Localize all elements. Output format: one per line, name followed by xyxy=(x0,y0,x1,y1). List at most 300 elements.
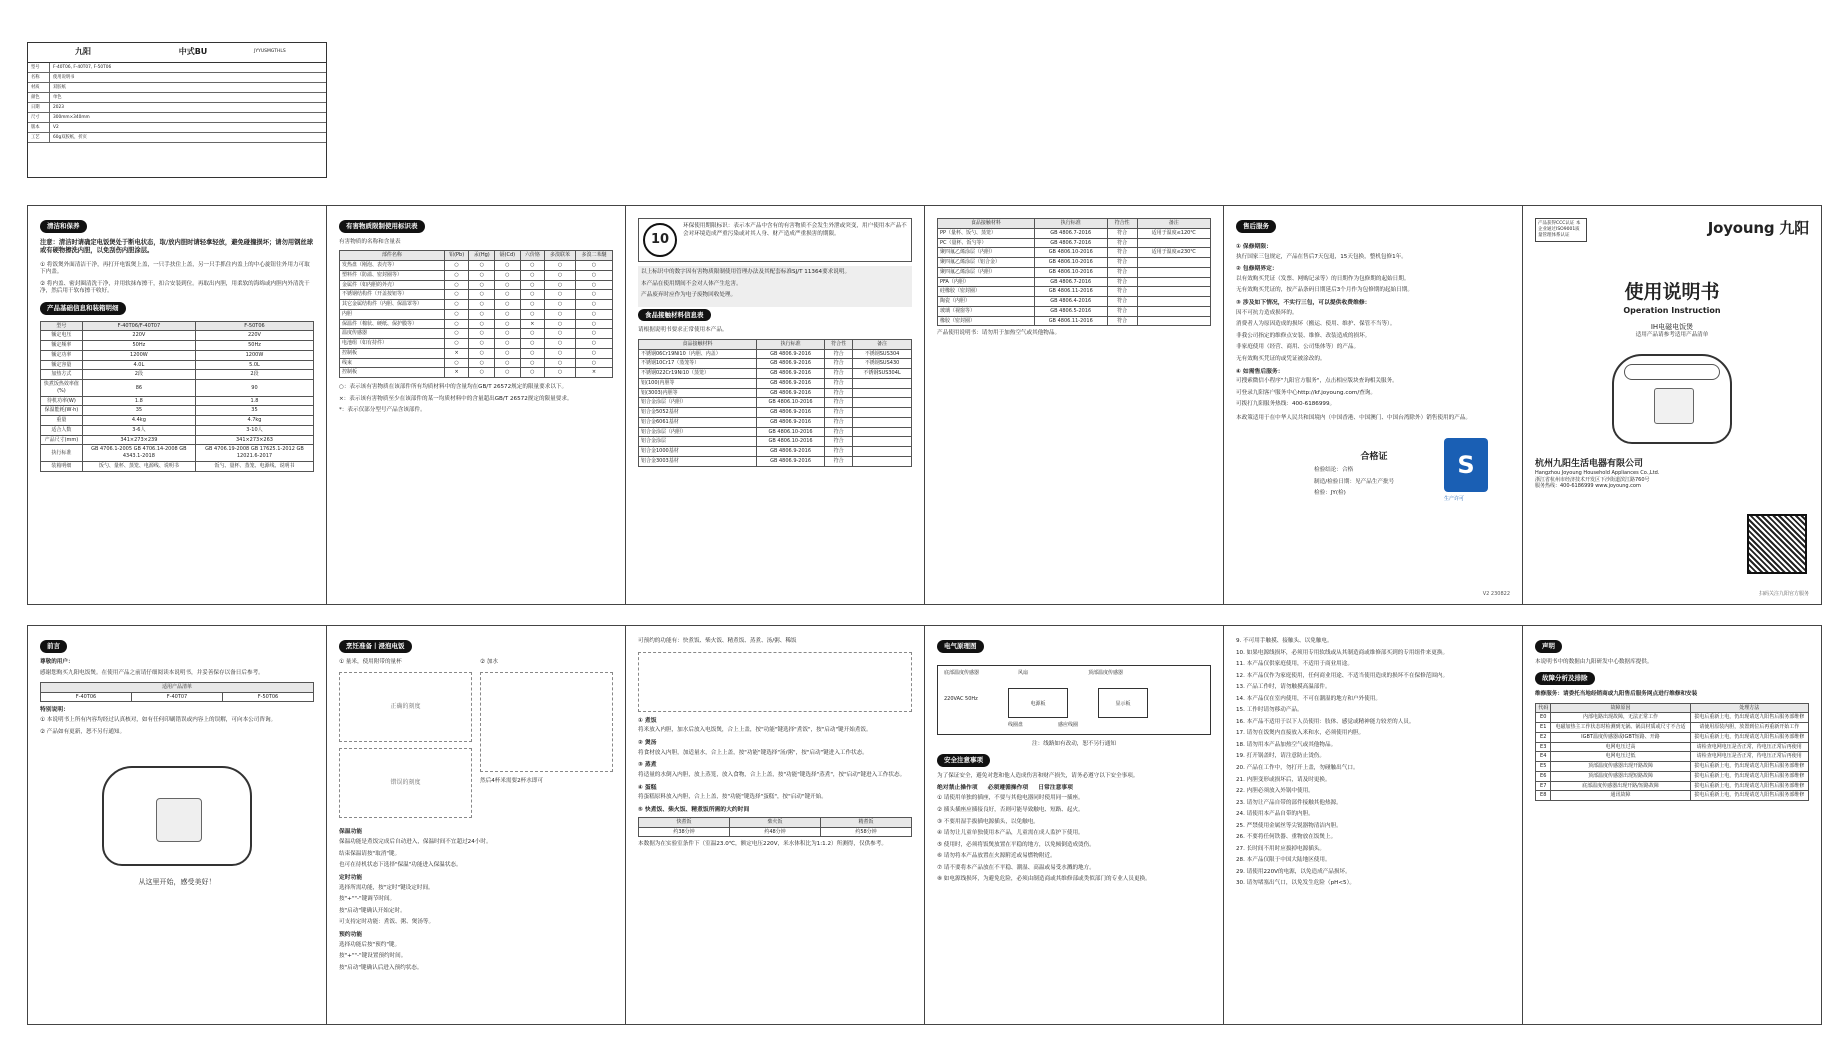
function-title: ② 煲汤 xyxy=(638,739,657,746)
table-cell: ○ xyxy=(575,270,612,280)
panel-cover xyxy=(1523,206,1821,604)
spec-key: 版本 xyxy=(28,123,50,132)
safety-item: ③ 不要用湿手拔插电源插头，以免触电。 xyxy=(937,818,1039,825)
table-row xyxy=(41,445,314,462)
panel-cooking-prep xyxy=(327,626,626,1024)
table-cell: PC（量杯、饭勺等） xyxy=(938,238,1035,248)
warn-prohibit-label: 绝对禁止操作项 xyxy=(937,784,978,791)
panel-food-contact-2 xyxy=(925,206,1224,604)
service-item: 非家庭使用（经营、商用、公司集体等）的产品。 xyxy=(1236,344,1360,351)
table-cell: ○ xyxy=(545,270,576,280)
table-cell: ○ xyxy=(575,319,612,329)
table-cell: 顶部温度传感器出现开路故障 xyxy=(1551,762,1690,772)
table-cell: E2 xyxy=(1536,732,1551,742)
table-cell: ○ xyxy=(520,368,545,378)
table-row xyxy=(938,267,1211,277)
table-cell: 符合 xyxy=(825,437,853,447)
safety-item: 16. 本产品不适用于以下人员使用：肢体、感觉或精神能力较差的人员。 xyxy=(1236,718,1415,725)
panel-safety-cont xyxy=(1224,626,1523,1024)
table-cell: 铝合金涂层 xyxy=(639,437,757,447)
table-cell: 符合 xyxy=(1107,238,1137,248)
table-cell: IGBT温度传感器或IGBT短路、开路 xyxy=(1551,732,1690,742)
table-cell: 额定功率 xyxy=(41,350,83,360)
safety-item: 13. 产品工作时，请勿触摸高温部件。 xyxy=(1236,684,1331,691)
error-code-table xyxy=(1535,703,1809,802)
section-pill-service: 售后服务 xyxy=(1236,220,1276,233)
table-cell: 保温件（棉状、硬纸、保护膜等） xyxy=(340,319,445,329)
service-item: 可登录九阳客户服务中心http://kf.joyoung.com/查询。 xyxy=(1236,389,1376,396)
table-cell xyxy=(853,388,912,398)
env-bullet: 产品废弃时应作为电子废物回收处理。 xyxy=(641,292,737,299)
table-header-cell: 汞(Hg) xyxy=(469,251,495,261)
table-cell: ○ xyxy=(520,358,545,368)
spec-value: 60g双胶纸，折页 xyxy=(53,134,87,140)
table-cell: 约38分钟 xyxy=(639,827,730,837)
table-cell: E3 xyxy=(1536,742,1551,752)
table-cell: 拔电后重新上电，仍出现请送九阳售后服务部维修 xyxy=(1690,732,1808,742)
table-cell: ○ xyxy=(444,261,469,271)
table-cell: 符合 xyxy=(825,359,853,369)
table-cell: 3-10人 xyxy=(195,425,313,435)
table-cell: 35 xyxy=(82,406,195,416)
table-cell: ○ xyxy=(469,280,495,290)
table-cell: 玻璃（视窗等） xyxy=(938,306,1035,316)
license-badge-icon: S xyxy=(1444,438,1488,492)
function-text: 将米放入内胆，加水后放入电饭煲，合上上盖，按"功能"键选择"煮饭"，按"启动"键开始煮饭。 xyxy=(638,727,872,734)
table-cell: 341×273×263 xyxy=(195,435,313,445)
table-cell: ○ xyxy=(469,329,495,339)
table-cell: GB 4806.9-2016 xyxy=(756,378,824,388)
table-cell: ○ xyxy=(575,261,612,271)
table-cell: GB 4806.9-2016 xyxy=(756,408,824,418)
table-row xyxy=(1536,762,1809,772)
table-cell: ○ xyxy=(469,348,495,358)
table-cell: ○ xyxy=(469,319,495,329)
cleaning-item: ② 将内盖、密封圈清洗干净，并用软抹布擦干，扣合安装到位。再取出内胆，用柔软的海绵或内胆内外清洗干净，然后用干软布擦干收好。 xyxy=(40,280,310,295)
table-cell: 铝(3003)内胆等 xyxy=(639,388,757,398)
table-cell: 铝合金3003基材 xyxy=(639,456,757,466)
table-cell: ○ xyxy=(495,319,520,329)
table-cell: ○ xyxy=(469,358,495,368)
table-cell: 不锈钢SUS304L xyxy=(853,369,912,379)
table-cell: 顶部温度传感器出现短路故障 xyxy=(1551,771,1690,781)
env-bullet: 以上标识中的数字因有害物质限制使用管理办法及其配套标准SJ/T 11364要求说明。 xyxy=(641,269,851,275)
table-cell: 50Hz xyxy=(82,341,195,351)
function-title: ④ 蛋糕 xyxy=(638,784,657,791)
table-cell: GB 4806.9-2016 xyxy=(756,447,824,457)
table-row xyxy=(639,437,912,447)
spec-rows xyxy=(28,63,326,143)
safety-item: 30. 请勿堵塞出气口，以免发生危险（pH<5）。 xyxy=(1236,880,1355,887)
table-row xyxy=(938,316,1211,326)
service-item: 可搜索微信小程序"九阳官方服务"，点击相应版块查询相关服务。 xyxy=(1236,378,1398,385)
table-cell: 符合 xyxy=(825,427,853,437)
table-row xyxy=(639,456,912,466)
table-cell: 86 xyxy=(82,380,195,397)
product-info-table xyxy=(40,321,314,472)
table-cell: × xyxy=(444,348,469,358)
table-cell: E0 xyxy=(1536,713,1551,723)
function-text: 将蛋糕原料放入内胆，合上上盖，按"功能"键选择"蛋糕"，按"启动"键开始。 xyxy=(638,794,827,801)
table-cell: 符合 xyxy=(825,388,853,398)
table-header-cell: 铅(Pb) xyxy=(444,251,469,261)
table-cell: 聚四氟乙烯涂层（内胆） xyxy=(938,267,1035,277)
table-cell: 符合 xyxy=(1107,306,1137,316)
keep-warm-item: 保温功能是煮饭完成后自动进入，保温时间不宜超过24小时。 xyxy=(339,839,492,846)
safety-item: ② 插头插座应插接良好，否则可能导致触电、短路、起火。 xyxy=(937,806,1084,813)
table-cell: GB 4806.7-2016 xyxy=(1034,228,1107,238)
rice-cooker-image xyxy=(102,766,252,866)
reserve-item: 按"+""-"键设置预约时间。 xyxy=(339,953,407,960)
rice-cooker-image xyxy=(1612,354,1732,444)
table-cell: 待机功率(W) xyxy=(41,396,83,406)
company-name-en: Hangzhou Joyoung Household Appliances Co.,Ltd. xyxy=(1535,469,1660,476)
table-cell: GB 4806.9-2016 xyxy=(756,349,824,359)
safety-list-cont xyxy=(1236,638,1510,888)
circuit-label: 感应线圈 xyxy=(1058,721,1079,728)
table-row xyxy=(340,290,613,300)
service-item: 无有效购买凭证的或凭证被涂改的。 xyxy=(1236,356,1326,363)
table-cell xyxy=(1137,267,1210,277)
panel-circuit-safety xyxy=(925,626,1224,1024)
table-header-cell: 备注 xyxy=(1137,219,1210,229)
table-cell: ○ xyxy=(495,309,520,319)
table-cell: ○ xyxy=(469,270,495,280)
table-cell: 饭勺、量杯、蒸笼、电源线、说明书 xyxy=(82,461,195,471)
brand-logo: Joyoung 九阳 xyxy=(1707,219,1809,237)
function-title: ① 煮饭 xyxy=(638,717,657,724)
hazard-table xyxy=(339,250,613,378)
license-label: 生产许可 xyxy=(1444,496,1465,502)
cert-box: 产品获得CCC认证 本企业通过ISO9001质量管理体系认证 xyxy=(1535,218,1587,242)
safety-item: 9. 不可用手触摸、接触头、以免触电。 xyxy=(1236,638,1333,644)
water-note: 然后4杯米需要2杯水即可 xyxy=(480,778,544,785)
circuit-caption: 注：线路如有改动，恕不另行通知 xyxy=(1032,740,1116,747)
table-row xyxy=(1536,791,1809,801)
table-cell: E7 xyxy=(1536,781,1551,791)
table-row xyxy=(41,360,314,370)
service-item: 无有效购买凭证的，按产品条码日期延后3个月作为包修期的起始日期。 xyxy=(1236,287,1413,294)
safety-item: 10. 如果电源线损坏，必须用专用软线或从其制造商或维修部买到的专用组件来更换。 xyxy=(1236,649,1449,656)
service-item: 消费者人为原因造成的损坏（搬运、使用、维护、保管不当等）。 xyxy=(1236,321,1396,328)
table-cell: ○ xyxy=(575,348,612,358)
keep-warm-item: 结束保温请按"取消"键。 xyxy=(339,850,401,857)
table-row xyxy=(1536,742,1809,752)
spec-row xyxy=(28,103,326,113)
table-header-cell: 快煮饭 xyxy=(639,817,730,827)
cleaning-item: ① 将饭煲外面清洁干净，再打开电饭煲上盖，一只手扶住上盖，另一只手抓住内盖上的中心旋钮往外用力可取下内盖。 xyxy=(40,261,310,276)
table-cell: 4.7kg xyxy=(195,416,313,426)
table-cell: 控制板 xyxy=(340,348,445,358)
hazard-note: ×：表示该有害物质至少在该部件的某一均质材料中的含量超出GB/T 26572规定的限量要求。 xyxy=(339,395,573,402)
table-row xyxy=(639,349,912,359)
table-cell: 铝合金5052基材 xyxy=(639,408,757,418)
table-cell: 4.4kg xyxy=(82,416,195,426)
safety-item: 18. 请勿用本产品加热空气或其他物品。 xyxy=(1236,741,1337,748)
company-name: 杭州九阳生活电器有限公司 xyxy=(1535,458,1644,469)
warn-must-label: 必须遵循操作项 xyxy=(987,784,1029,791)
table-cell: GB 4806.10-2016 xyxy=(1034,248,1107,258)
reserve-item: 按"启动"键确认后进入预约状态。 xyxy=(339,964,423,971)
table-cell: 加热方式 xyxy=(41,370,83,380)
table-header-cell: 备注 xyxy=(853,339,912,349)
cover-title: 使用说明书 xyxy=(1624,281,1720,304)
table-cell: 请使用原装内胆，放置到位后再重新开始工作 xyxy=(1690,723,1808,733)
env-years-icon: 10 xyxy=(643,223,677,257)
service-item: 因不可抗力造成损坏的。 xyxy=(1236,309,1298,316)
circuit-label: 风扇 xyxy=(1018,669,1029,676)
table-cell: ○ xyxy=(575,280,612,290)
table-cell: ○ xyxy=(469,339,495,349)
table-row xyxy=(340,261,613,271)
table-cell: 拔电后重新上电，仍出现请送九阳售后服务部维修 xyxy=(1690,771,1808,781)
table-header-cell: 处理方法 xyxy=(1690,703,1808,713)
table-cell: 发热盘（刚泡、表壳等） xyxy=(340,261,445,271)
safety-item: ⑤ 使用时，必须将饭煲放置在平稳的地方，以免倾倒造成烫伤。 xyxy=(937,841,1095,848)
spec-key: 日期 xyxy=(28,103,50,112)
table-cell: 饭勺、量杯、蒸笼、电源线、说明书 xyxy=(195,461,313,471)
control-panel-image xyxy=(638,652,912,712)
table-row xyxy=(41,350,314,360)
table-cell xyxy=(853,417,912,427)
circuit-label: 底部温度传感器 xyxy=(944,669,980,676)
table-cell: ○ xyxy=(545,319,576,329)
service-item: 执行国家三包规定，产品在售后7天包退，15天包换，整机包修1年。 xyxy=(1236,253,1407,260)
circuit-block: 电源板 xyxy=(1008,688,1068,718)
table-cell: ○ xyxy=(495,280,520,290)
table-cell: ○ xyxy=(545,309,576,319)
table-cell: 额定频率 xyxy=(41,341,83,351)
spec-key: 颜色 xyxy=(28,93,50,102)
table-cell: 符合 xyxy=(1107,316,1137,326)
table-cell: × xyxy=(444,368,469,378)
panel-functions xyxy=(626,626,925,1024)
table-cell: 4.0L xyxy=(82,360,195,370)
table-row xyxy=(41,461,314,471)
table-row xyxy=(1536,752,1809,762)
table-row xyxy=(340,309,613,319)
table-cell: 2段 xyxy=(195,370,313,380)
table-cell: ○ xyxy=(520,280,545,290)
preface-text: 感谢您购买九阳电饭煲。在使用产品之前请仔细阅读本说明书，并妥善保存以备日后参考。 xyxy=(40,670,264,677)
table-cell: 符合 xyxy=(1107,248,1137,258)
table-header-cell: 执行标准 xyxy=(1034,219,1107,229)
spec-row xyxy=(28,83,326,93)
spec-brand: 九阳 xyxy=(75,47,91,57)
table-cell: ○ xyxy=(575,309,612,319)
table-cell: 快煮饭热效率值(%) xyxy=(41,380,83,397)
model-cell: F-40T06 xyxy=(41,692,132,702)
section-pill-food: 食品接触材料信息表 xyxy=(638,309,711,322)
timer-item: 按"+""-"键调节时间。 xyxy=(339,896,396,903)
table-cell: GB 4806.10-2016 xyxy=(756,437,824,447)
panel-troubleshooting xyxy=(1523,626,1821,1024)
slogan: 从这里开始，感受美好！ xyxy=(138,878,216,887)
table-row xyxy=(340,329,613,339)
circuit-diagram xyxy=(937,665,1211,735)
table-cell: ○ xyxy=(469,309,495,319)
modes-text: 可预约的功能有：快煮饭、柴火饭、精煮饭、蒸煮、汤/粥、稀饭 xyxy=(638,638,797,644)
table-cell: GB 4806.9-2016 xyxy=(756,417,824,427)
table-row xyxy=(41,396,314,406)
service-item: 非我公司指定的维修点安装、维修、改装造成的损坏。 xyxy=(1236,332,1371,339)
safety-item: ⑥ 请勿将本产品放置在火源附近或易燃物附近。 xyxy=(937,853,1056,860)
table-row xyxy=(41,425,314,435)
table-header-cell: 多溴二苯醚 xyxy=(575,251,612,261)
function-text: 将食材放入内胆，加适量水，合上上盖，按"功能"键选择"汤/粥"，按"启动"键进入工作状态。 xyxy=(638,749,868,756)
safety-item: 19. 打开锅盖时，请注意防止烫伤。 xyxy=(1236,753,1325,760)
spec-row xyxy=(28,123,326,133)
env-box xyxy=(638,218,912,262)
table-cell: 底部温度传感器出现开路/短路故障 xyxy=(1551,781,1690,791)
function-title: ③ 蒸煮 xyxy=(638,762,657,769)
table-cell: ○ xyxy=(545,280,576,290)
table-header-cell: 食品接触材料 xyxy=(639,339,757,349)
table-row xyxy=(41,406,314,416)
model-cell: F-50T06 xyxy=(223,692,314,702)
panel-food-contact xyxy=(626,206,925,604)
table-cell: ○ xyxy=(444,309,469,319)
table-cell: 电池组（如有持件） xyxy=(340,339,445,349)
table-cell: 符合 xyxy=(825,408,853,418)
table-cell: ○ xyxy=(444,290,469,300)
table-cell: 请检查电网电压是否正常，待电压正常后再使用 xyxy=(1690,752,1808,762)
safety-item: ⑧ 如电源线损坏，为避免危险，必须由制造商或其维修部或类似部门的专业人员更换。 xyxy=(937,876,1151,883)
table-cell: 拔电后重新上电，仍出现请送九阳售后服务部维修 xyxy=(1690,791,1808,801)
table-row xyxy=(41,341,314,351)
measure-cup-image-wrong xyxy=(339,748,472,818)
spec-key: 尺寸 xyxy=(28,113,50,122)
table-header-cell: 精煮饭 xyxy=(821,817,912,827)
spec-value: 双胶纸 xyxy=(53,84,66,90)
table-cell: GB 4806.9-2016 xyxy=(756,369,824,379)
table-cell: 220V xyxy=(82,331,195,341)
table-header-cell: 部件名称 xyxy=(340,251,445,261)
safety-item: 15. 工作时请勿移动产品。 xyxy=(1236,707,1303,714)
certificate-title: 合格证 xyxy=(1360,452,1388,462)
table-cell xyxy=(1137,306,1210,316)
safety-item: 22. 内胆必须放入外锅中使用。 xyxy=(1236,788,1314,795)
safety-item: 23. 请勿让产品自带的部件接触其他热源。 xyxy=(1236,799,1342,806)
safety-item: 27. 长时间不用时应拔掉电源插头。 xyxy=(1236,845,1325,852)
qr-code-icon xyxy=(1747,514,1807,574)
table-cell: E6 xyxy=(1536,771,1551,781)
table-cell: GB 4806.9-2016 xyxy=(756,388,824,398)
function-sections xyxy=(638,718,912,802)
model-cell: F-40T07 xyxy=(132,692,223,702)
table-cell: 内部电路出现故障，无法正常工作 xyxy=(1551,713,1690,723)
keep-warm-item: 也可在待机状态下选择"保温"功能进入保温状态。 xyxy=(339,862,462,869)
safety-item: 25. 严禁使用金属丝等尖锐器物清洁内胆。 xyxy=(1236,822,1342,829)
table-header-cell: 执行标准 xyxy=(756,339,824,349)
food-intro: 请根据说明书要求正常使用本产品。 xyxy=(638,327,728,334)
table-cell xyxy=(853,398,912,408)
table-cell: 约58分钟 xyxy=(821,827,912,837)
repair-service: 维修服务：请委托当地经销商或九阳售后服务网点进行维修和安装 xyxy=(1535,691,1698,698)
table-cell: GB 4806.5-2016 xyxy=(1034,306,1107,316)
table-cell: 5.0L xyxy=(195,360,313,370)
table-cell: 聚四氟乙烯涂层（铝合金） xyxy=(938,258,1035,268)
circuit-block: 显示板 xyxy=(1098,688,1148,718)
table-cell: ○ xyxy=(495,358,520,368)
certificate xyxy=(1314,451,1434,502)
table-cell: 适用于温度≤230℃ xyxy=(1137,248,1210,258)
table-cell: 符合 xyxy=(825,369,853,379)
table-cell: 符合 xyxy=(825,349,853,359)
step-measure: ① 量米，使用附带的量杯 xyxy=(339,658,402,665)
table-cell: 额定电压 xyxy=(41,331,83,341)
spec-row xyxy=(28,63,326,73)
table-cell: ○ xyxy=(520,261,545,271)
hazard-note: *：表示仅部分型号产品含该部件。 xyxy=(339,407,426,414)
inner-pot-image xyxy=(480,672,613,772)
qr-scan-label: 扫码关注九阳官方服务 xyxy=(1758,591,1809,598)
service-item: ② 包修期界定： xyxy=(1236,266,1278,273)
table-cell xyxy=(853,456,912,466)
table-cell: ○ xyxy=(469,261,495,271)
company-hotline: 服务热线：400-6186999 www.joyoung.com xyxy=(1535,483,1641,490)
service-item: ① 保修期限： xyxy=(1236,243,1272,250)
table-row xyxy=(340,339,613,349)
warn-daily-label: 日常注意事项 xyxy=(1038,784,1073,791)
safety-item: 29. 请使用220V的电源，以免造成产品损坏。 xyxy=(1236,868,1351,875)
cover-title-en: Operation Instruction xyxy=(1623,305,1721,315)
table-cell: ○ xyxy=(444,329,469,339)
spec-key: 型号 xyxy=(28,63,50,72)
table-cell: ○ xyxy=(545,300,576,310)
spec-value: 单色 xyxy=(53,94,62,100)
table-header-cell: 镉(Cd) xyxy=(495,251,520,261)
greeting: 尊敬的用户： xyxy=(40,658,74,665)
table-cell: 铝合金1000基材 xyxy=(639,447,757,457)
table-row xyxy=(639,408,912,418)
table-cell xyxy=(853,437,912,447)
table-cell: ○ xyxy=(495,300,520,310)
section-pill-trouble: 故障分析及排除 xyxy=(1535,672,1595,685)
special-item: ② 产品如有更新，恕不另行通知。 xyxy=(40,728,126,735)
table-header-cell: 故障原因 xyxy=(1551,703,1690,713)
table-cell: 符合 xyxy=(1107,277,1137,287)
table-cell xyxy=(853,408,912,418)
table-header-cell: 六价铬 xyxy=(520,251,545,261)
table-cell: 拔电后重新上电，仍出现请送九阳售后服务部维修 xyxy=(1690,781,1808,791)
spec-value: F-40T06, F-40T07, F-50T06 xyxy=(53,64,112,70)
table-cell: GB 4806.10-2016 xyxy=(1034,267,1107,277)
table-header-cell: 型号 xyxy=(41,321,83,331)
table-cell: 控制板 xyxy=(340,368,445,378)
section-pill-info: 产品基础信息和装箱明细 xyxy=(40,302,126,315)
circuit-label: 线圈盘 xyxy=(1008,721,1024,728)
table-cell xyxy=(1137,297,1210,307)
table-cell: ○ xyxy=(495,339,520,349)
table-header-cell: 食品接触材料 xyxy=(938,219,1035,229)
table-cell: 请检查电网电压是否正常，待电压正常后再使用 xyxy=(1690,742,1808,752)
table-cell: × xyxy=(575,368,612,378)
table-cell: 不锈钢10Cr17（蒸笼等） xyxy=(639,359,757,369)
table-cell: 符合 xyxy=(825,456,853,466)
spread-outer xyxy=(27,205,1822,605)
safety-item: 11. 本产品仅供家庭使用，不适用于商业用途。 xyxy=(1236,661,1353,668)
table-row xyxy=(639,388,912,398)
table-cell: 50Hz xyxy=(195,341,313,351)
table-cell: 2段 xyxy=(82,370,195,380)
table-cell: ○ xyxy=(469,300,495,310)
table-cell: ○ xyxy=(520,300,545,310)
time-compare-note: 本数据为在实验室条件下（室温23.0℃，额定电压220V，米水体积比为1:1.2）所测得，仅供参考。 xyxy=(638,841,887,848)
cover-product: IH电磁电饭煲 xyxy=(1650,322,1694,331)
table-cell: 1.8 xyxy=(195,396,313,406)
table-cell: ○ xyxy=(520,329,545,339)
